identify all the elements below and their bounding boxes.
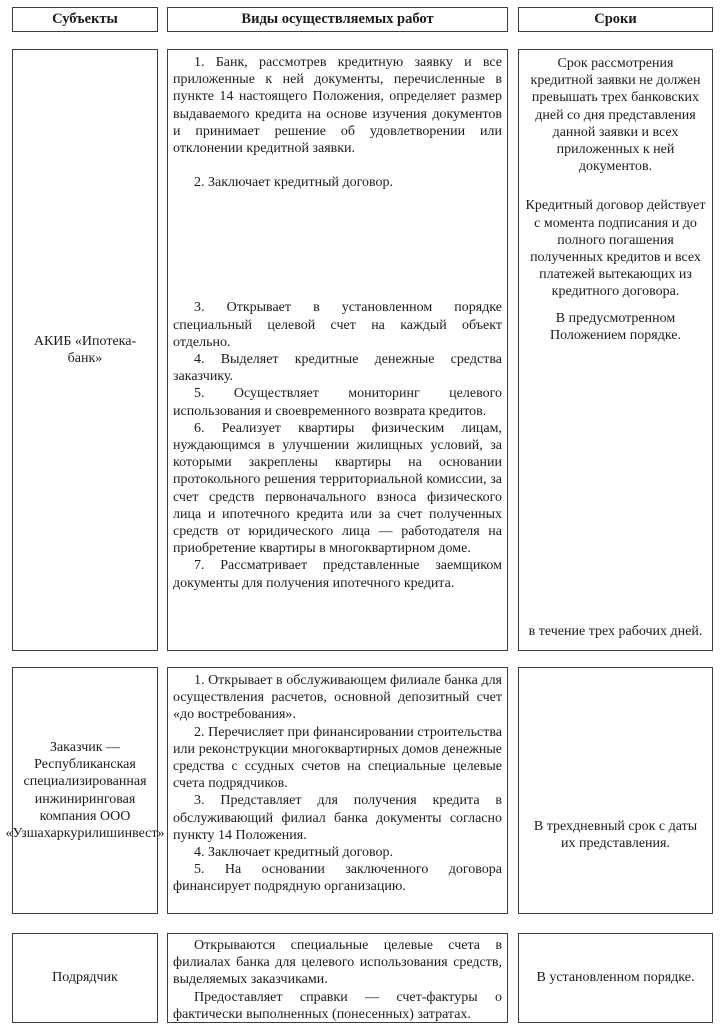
work-item: 4. Заключает кредитный договор. <box>194 845 394 861</box>
terms-cell <box>518 49 713 651</box>
table-header <box>12 7 728 32</box>
works-cell <box>167 933 508 1023</box>
term-item: В предусмотренном Положением порядке. <box>549 310 682 343</box>
subject-cell <box>5 667 165 914</box>
term-item: Срок рассмотрения кредитной заявки не должен превышать трех банковских дней со дня представления данной заявки и всех приложенных к ней документов. <box>530 56 701 175</box>
subject-cell <box>12 49 158 651</box>
work-item: Открываются специальные целевые счета в филиалах банка для целевого использования средств, выделяемых заказчиками. <box>173 938 502 988</box>
term-item: В установленном порядке. <box>536 970 695 986</box>
work-item: 1. Открывает в обслуживающем филиале банка для осуществления расчетов, основной депозитный счет «до востребования». <box>173 673 502 723</box>
work-item: 2. Перечисляет при финансировании строительства или реконструкции многоквартирных домов денежные средства с ссудных счетов на специальные целевые счета подрядчиков. <box>173 724 502 792</box>
work-item: 5. На основании заключенного договора финансирует подрядную организацию. <box>173 862 502 895</box>
row-bank <box>12 49 728 651</box>
terms-cell <box>518 933 713 1023</box>
header-cell-terms: Сроки <box>518 7 713 32</box>
subject-text: Заказчик — Республиканская специализированная инжиниринговая компания ООО «Узшахаркурилишинвест» <box>5 739 165 841</box>
work-item: 4. Выделяет кредитные денежные средства заказчику. <box>173 352 502 385</box>
row-customer <box>5 667 728 914</box>
work-item: Предоставляет справки — счет-фактуры о фактически выполненных (понесенных) затратах. <box>173 989 502 1022</box>
header-cell-subjects: Субъекты <box>12 7 158 32</box>
subject-text: АКИБ «Ипотека-банк» <box>33 333 137 366</box>
works-cell <box>167 667 508 914</box>
row-contractor <box>12 933 728 1023</box>
work-item: 2. Заключает кредитный договор. <box>194 175 394 191</box>
works-cell <box>167 49 508 651</box>
work-item: 3. Представляет для получения кредита в обслуживающий филиал банка документы согласно пункту 14 Положения. <box>173 793 502 843</box>
work-item: 5. Осуществляет мониторинг целевого использования и своевременного возврата кредитов. <box>173 386 502 419</box>
work-item: 6. Реализует квартиры физическим лицам, нуждающимся в улучшении жилищных условий, за которыми закреплены квартиры на основании протокольного решения территориальной комиссии, за счет средств первоначального взноса физического лица и ипотечного кредита или за счет полученных средств от юридического лица — работодателя на приобретение квартиры в многоквартирном доме. <box>173 420 502 557</box>
term-item: в течение трех рабочих дней. <box>528 623 703 639</box>
work-item: 7. Рассматривает представленные заемщиком документы для получения ипотечного кредита. <box>173 558 502 591</box>
work-item: 1. Банк, рассмотрев кредитную заявку и все приложенные к ней документы, перечисленные в пункте 14 настоящего Положения, определяет размер выдаваемого кредита на основе изучения документов и принимает решение об удовлетворении или отклонении кредитной заявки. <box>173 55 502 157</box>
header-cell-works: Виды осуществляемых работ <box>167 7 508 32</box>
terms-cell <box>518 667 713 914</box>
term-item: Кредитный договор действует с момента подписания и до полного погашения полученных кредитов и всех платежей вытекающих из кредитного договора. <box>525 198 706 300</box>
subject-cell <box>12 933 158 1023</box>
work-item: 3. Открывает в установленном порядке специальный целевой счет на каждый объект отдельно. <box>173 300 502 350</box>
term-item: В трехдневный срок с даты их представления. <box>533 819 698 852</box>
subject-text: Подрядчик <box>52 970 118 986</box>
